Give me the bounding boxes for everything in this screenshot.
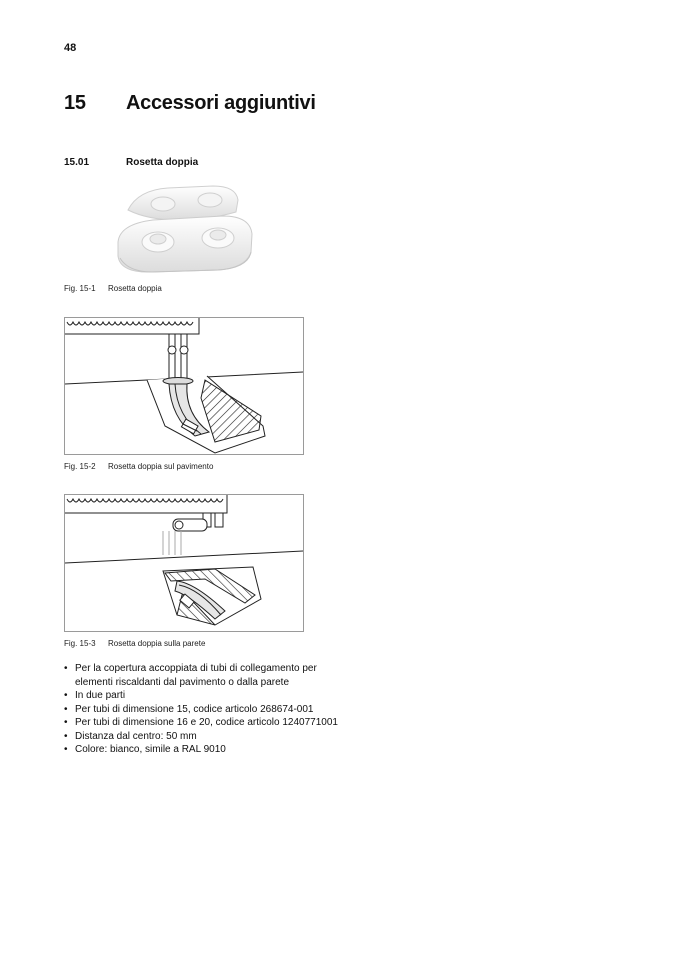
list-item: • Distanza dal centro: 50 mm [64,730,354,744]
chapter-title: Accessori aggiuntivi [126,92,316,114]
page-number: 48 [64,42,77,54]
figure-label: Fig. 15-3 [64,639,96,648]
floor-installation-drawing [65,318,303,454]
figure-wall-installation [64,494,304,632]
figure-floor-installation [64,317,304,455]
figure-caption-text: Rosetta doppia [108,284,162,293]
wall-installation-drawing [65,495,303,631]
list-item: • Per tubi di dimensione 15, codice articolo 268674-001 [64,703,354,717]
rosette-illustration [108,180,258,280]
list-item: • In due parti [64,689,354,703]
figure-label: Fig. 15-1 [64,284,96,293]
figure-caption-text: Rosetta doppia sulla parete [108,639,206,648]
section-title: Rosetta doppia [126,157,199,168]
list-item: • Per tubi di dimensione 16 e 20, codice articolo 1240771001 [64,716,354,730]
figure-caption-text: Rosetta doppia sul pavimento [108,462,214,471]
list-item: • Per la copertura accoppiata di tubi di collegamento per elementi riscaldanti dal pavimento o dalla parete [64,662,354,689]
figure-rosette-photo [108,180,258,280]
list-item: • Colore: bianco, simile a RAL 9010 [64,743,354,757]
chapter-number: 15 [64,92,86,114]
figure-label: Fig. 15-2 [64,462,96,471]
feature-list [64,662,354,757]
section-number: 15.01 [64,157,90,168]
